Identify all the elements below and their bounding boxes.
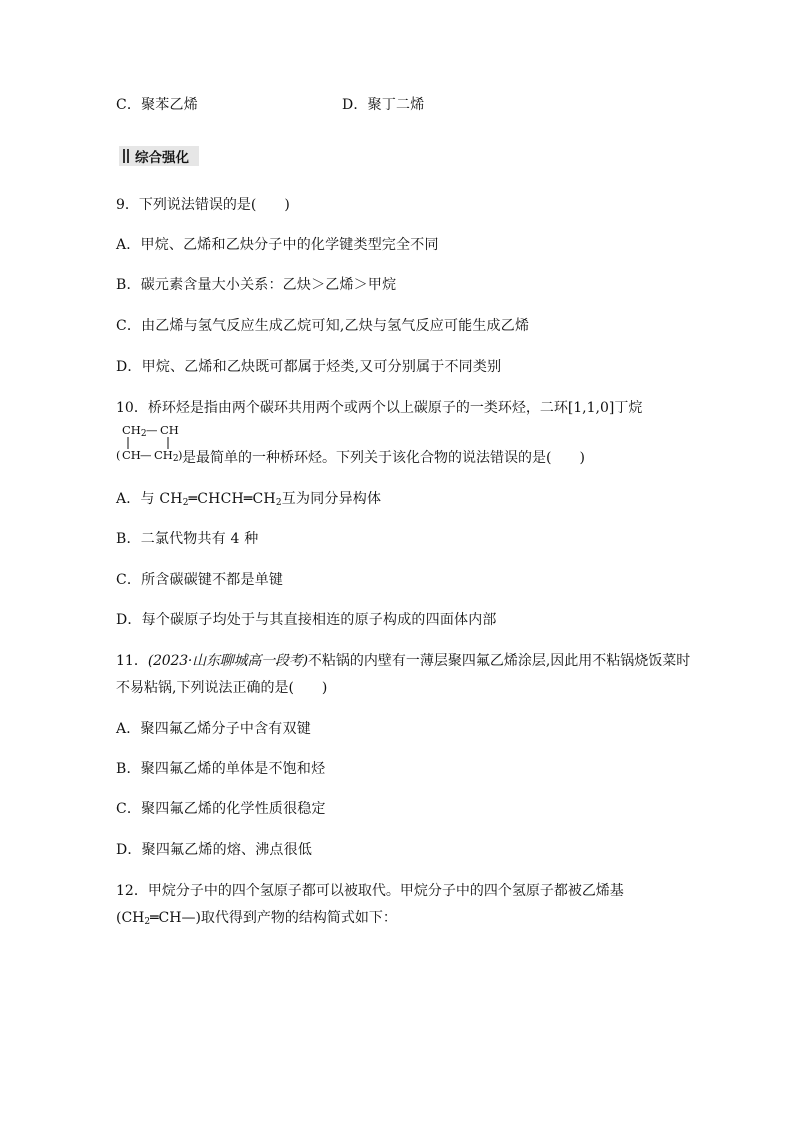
question-9-option-c: C．由乙烯与氢气反应生成乙烷可知,乙炔与氢气反应可能生成乙烯 [116, 318, 530, 334]
question-9-option-b: B．碳元素含量大小关系：乙炔＞乙烯＞甲烷 [116, 277, 397, 293]
section-title: 综合强化 [135, 150, 189, 166]
section-header [119, 146, 199, 166]
question-10-option-c: C．所含碳碳键不都是单键 [116, 572, 284, 588]
question-10-option-d: D．每个碳原子均处于与其直接相连的原子构成的四面体内部 [116, 612, 497, 628]
structure-top-right: CH [160, 423, 179, 437]
question-10-option-b: B．二氯代物共有 4 种 [116, 531, 259, 547]
question-11-option-b: B．聚四氟乙烯的单体是不饱和烃 [116, 761, 326, 777]
structure-top-left: $CH_2$ [122, 423, 147, 439]
question-11-stem-line-1: 11．(2023·山东聊城高一段考)不粘锅的内壁有一薄层聚四氟乙烯涂层,因此用不粘锅烧饭菜时 [116, 653, 691, 669]
section-marker-icon [123, 149, 129, 163]
question-11-source: (2023·山东聊城高一段考) [147, 653, 308, 669]
question-11-option-a: A．聚四氟乙烯分子中含有双键 [116, 721, 311, 737]
option-c-polystyrene: C．聚苯乙烯 [116, 97, 198, 113]
question-9-option-d: D．甲烷、乙烯和乙炔既可都属于烃类,又可分别属于不同类别 [116, 359, 502, 375]
question-10-stem-line-1: 10．桥环烃是指由两个碳环共用两个或两个以上碳原子的一类环烃，二环[1,1,0]丁烷 [116, 400, 643, 416]
question-12-stem-line-1: 12．甲烷分子中的四个氢原子都可以被取代。甲烷分子中的四个氢原子都被乙烯基 [116, 883, 624, 899]
structure-close-paren: ) [178, 448, 183, 462]
question-11-stem-line-2: 不易粘锅,下列说法正确的是( ) [116, 680, 328, 696]
option-d-polybutadiene: D．聚丁二烯 [342, 97, 425, 113]
structure-top-bond: — [146, 423, 158, 437]
structure-bottom-left: CH [122, 448, 141, 462]
structure-bottom-bond: — [140, 448, 152, 462]
structure-open-paren: ( [116, 448, 121, 462]
question-10-option-a: A．与 $CH_2═CHCH═CH_2$互为同分异构体 [116, 491, 382, 508]
bicyclobutane-structure [118, 424, 182, 462]
question-9-option-a: A．甲烷、乙烯和乙炔分子中的化学键类型完全不同 [116, 237, 439, 253]
question-10-stem-line-2: 是最简单的一种桥环烃。下列关于该化合物的说法错误的是( ) [182, 450, 585, 466]
question-11-option-c: C．聚四氟乙烯的化学性质很稳定 [116, 801, 326, 817]
question-12-stem-line-2: $(CH_2═CH—)$取代得到产物的结构简式如下： [116, 910, 397, 927]
question-11-option-d: D．聚四氟乙烯的熔、沸点很低 [116, 842, 313, 858]
structure-bottom-right: $CH_2$ [154, 448, 179, 464]
question-9-stem: 9．下列说法错误的是( ) [116, 197, 290, 213]
